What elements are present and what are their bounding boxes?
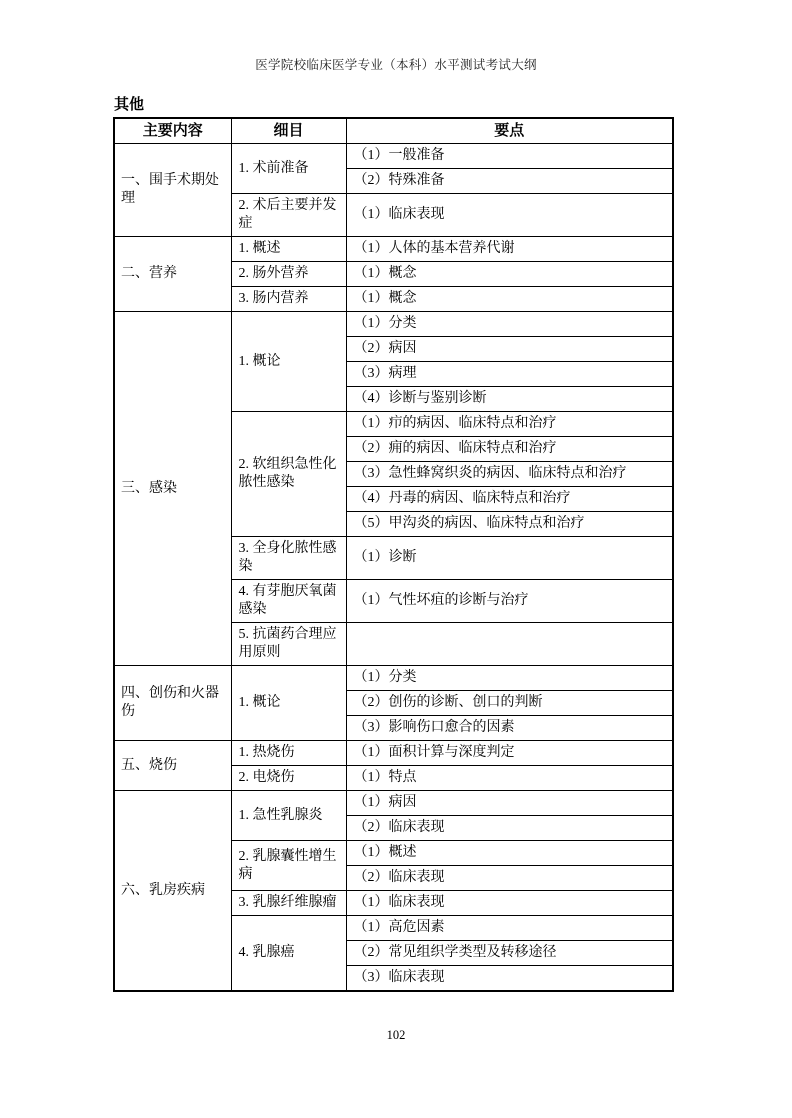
detail-cell: 3. 乳腺纤维腺瘤 <box>231 891 346 916</box>
table-row <box>114 666 673 691</box>
table-row <box>114 791 673 816</box>
main-content-cell: 三、感染 <box>114 312 231 666</box>
key-point-cell: （3）急性蜂窝织炎的病因、临床特点和治疗 <box>346 462 673 487</box>
detail-cell: 2. 电烧伤 <box>231 766 346 791</box>
syllabus-table <box>113 117 674 992</box>
detail-cell: 1. 概论 <box>231 666 346 741</box>
key-point-cell: （2）特殊准备 <box>346 169 673 194</box>
key-point-cell: （4）丹毒的病因、临床特点和治疗 <box>346 487 673 512</box>
key-point-cell: （2）痈的病因、临床特点和治疗 <box>346 437 673 462</box>
detail-cell: 4. 有芽胞厌氧菌感染 <box>231 580 346 623</box>
key-point-cell: （1）特点 <box>346 766 673 791</box>
table-row <box>114 237 673 262</box>
detail-cell: 2. 术后主要并发症 <box>231 194 346 237</box>
key-point-cell: （1）疖的病因、临床特点和治疗 <box>346 412 673 437</box>
main-content-cell: 六、乳房疾病 <box>114 791 231 992</box>
key-point-cell: （2）常见组织学类型及转移途径 <box>346 941 673 966</box>
key-point-cell: （1）概念 <box>346 262 673 287</box>
column-header-key-points: 要点 <box>346 118 673 144</box>
key-point-cell: （1）临床表现 <box>346 891 673 916</box>
detail-cell: 3. 全身化脓性感染 <box>231 537 346 580</box>
detail-cell: 1. 术前准备 <box>231 144 346 194</box>
detail-cell: 1. 概述 <box>231 237 346 262</box>
key-point-cell: （1）病因 <box>346 791 673 816</box>
key-point-cell: （2）病因 <box>346 337 673 362</box>
detail-cell: 4. 乳腺癌 <box>231 916 346 992</box>
key-point-cell: （1）一般准备 <box>346 144 673 169</box>
detail-cell: 3. 肠内营养 <box>231 287 346 312</box>
table-header-row <box>114 118 673 144</box>
key-point-cell: （4）诊断与鉴别诊断 <box>346 387 673 412</box>
main-content-cell: 一、围手术期处理 <box>114 144 231 237</box>
key-point-cell: （1）人体的基本营养代谢 <box>346 237 673 262</box>
key-point-cell: （3）临床表现 <box>346 966 673 992</box>
key-point-cell <box>346 623 673 666</box>
document-header-title: 医学院校临床医学专业（本科）水平测试考试大纲 <box>255 58 537 72</box>
main-content-cell: 二、营养 <box>114 237 231 312</box>
key-point-cell: （1）临床表现 <box>346 194 673 237</box>
detail-cell: 5. 抗菌药合理应用原则 <box>231 623 346 666</box>
key-point-cell: （1）气性坏疽的诊断与治疗 <box>346 580 673 623</box>
detail-cell: 2. 软组织急性化脓性感染 <box>231 412 346 537</box>
key-point-cell: （2）临床表现 <box>346 866 673 891</box>
key-point-cell: （3）影响伤口愈合的因素 <box>346 716 673 741</box>
section-title: 其他 <box>114 97 145 113</box>
table-row <box>114 144 673 169</box>
main-content-cell: 五、烧伤 <box>114 741 231 791</box>
detail-cell: 1. 热烧伤 <box>231 741 346 766</box>
key-point-cell: （1）概述 <box>346 841 673 866</box>
key-point-cell: （1）概念 <box>346 287 673 312</box>
detail-cell: 1. 急性乳腺炎 <box>231 791 346 841</box>
page-number: 102 <box>386 1028 406 1042</box>
key-point-cell: （1）面积计算与深度判定 <box>346 741 673 766</box>
key-point-cell: （3）病理 <box>346 362 673 387</box>
key-point-cell: （1）诊断 <box>346 537 673 580</box>
detail-cell: 2. 肠外营养 <box>231 262 346 287</box>
key-point-cell: （1）分类 <box>346 666 673 691</box>
detail-cell: 1. 概论 <box>231 312 346 412</box>
key-point-cell: （1）分类 <box>346 312 673 337</box>
key-point-cell: （2）创伤的诊断、创口的判断 <box>346 691 673 716</box>
table-row <box>114 741 673 766</box>
column-header-detail: 细目 <box>231 118 346 144</box>
key-point-cell: （5）甲沟炎的病因、临床特点和治疗 <box>346 512 673 537</box>
main-content-cell: 四、创伤和火器伤 <box>114 666 231 741</box>
column-header-main-content: 主要内容 <box>114 118 231 144</box>
detail-cell: 2. 乳腺囊性增生病 <box>231 841 346 891</box>
table-row <box>114 312 673 337</box>
key-point-cell: （1）高危因素 <box>346 916 673 941</box>
key-point-cell: （2）临床表现 <box>346 816 673 841</box>
